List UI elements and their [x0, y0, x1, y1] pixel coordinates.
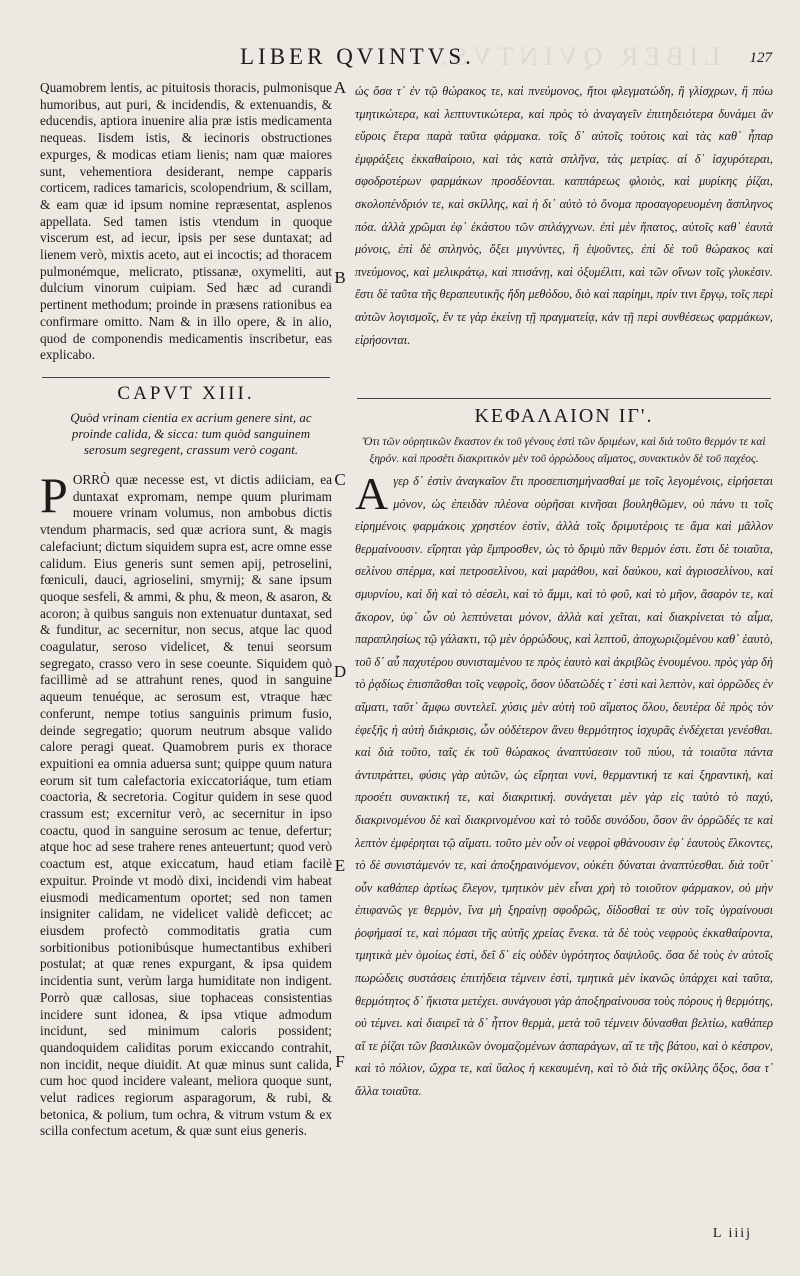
- signature-mark: L iiij: [712, 1226, 752, 1241]
- latin-paragraph-top: Quamobrem lentis, ac pituitosis thoracis, pulmonisque humoribus, aut puri, & incidendis, & extenuandis, & educendis, aptiora inuenire alia præ istis medicamenta nequeas. Iisdem istis, & iecinoris obstructiones expurges, & modicas etiam lienis; nam quæ maiores sunt, vehementiora desiderant, nempe capparis corticem, radices tamaricis, scolopendrium, & scillam, & eam quæ id ipsum nomine repræsentat, asplenos appellata. Sed tamen istis vtendum in quoque viscerum est, ad iecur, ipsis per sese duntaxat; ad lienem verò, mixtis aceto, aut ei incoctis; ad thoracem pulmonémque, melicrato, ptissanæ, oxymeliti, aut dulcium vinorum cuipiam. Sed hæc ad curandi pertinent methodum; proinde in præsens rationibus ea confirmare omitto. Nam & in illo opere, & in alio, quod de componendis medicamentis inscribetur, eas explicabo.: [40, 80, 332, 363]
- latin-chapter-subtitle: Quòd vrinam cientia ex acrium genere sint, ac proinde calida, & sicca: tum quòd sanguinem serosum segregent, crassum verò cogant.: [70, 410, 312, 457]
- greek-column-body: [355, 470, 773, 1103]
- greek-paragraph-top: ὡς ὅσα τ᾽ ἐν τῷ θώρακος τε, καὶ πνεύμονος, ἤτοι φλεγματώδη, ἢ γλίσχρων, ἢ πύω τμητικώτερα, καὶ λεπτυντικώτερα, καὶ πρὸς τὸ ἀναγαγεῖν ἐπιτηδειότερα δυνάμει ἂν εὕροις ἕτερα παρὰ ταῦτα φάρμακα. τοῖς δ᾽ αὐτοῖς τούτοις καὶ τὰς καθ᾽ ἧπαρ ἐμφράξεις ἐκκαθαίροιο, καὶ τὰς κατὰ σπλῆνα, τὰς μετρίας. αἱ δ᾽ ἰσχυρότεραι, σφοδροτέρων φαρμάκων προσδέονται. καππάρεως φλοιὸς, καὶ μυρίκης ῥίζαι, σκολοπένδριόν τε, καὶ σκίλλης, καὶ ἡ δι᾽ αὐτὸ τὸ ὄνομα προσαγορευομένη ἄσπληνος πόα. ἀλλὰ χρῶμαι ἐφ᾽ ἑκάστου τῶν σπλάγχνων. ἐπὶ μὲν ἥπατος, αὐτοῖς καθ᾽ ἑαυτὰ μόνοις, ἐπὶ δὲ σπληνὸς, ὄξει μιγνύντες, ἢ ἑψοῦντες, ἐπὶ δὲ τοῦ θώρακος καὶ πνεύμονος, καὶ μελικράτῳ, καὶ πτισάνῃ, καὶ ὀξυμέλιτι, καὶ τῶν οἴνων τοῖς γλυκέσιν. ἔστι δὲ ταῦτα τῆς θεραπευτικῆς ἤδη μεθόδου, διὸ καὶ παρίημι, πρίν τινι ἔργῳ, τοῖς περὶ αὐτῶν λογισμοῖς, ἔν τε γὰρ ἐκείνῃ τῇ πραγματείᾳ, κἀν τῇ περὶ συνθέσεως φαρμάκων, εἰρήσονται.: [355, 84, 773, 347]
- latin-chapter-title: CAPVT XIII.: [117, 383, 255, 404]
- greek-column-top: [355, 80, 773, 351]
- greek-body-paragraph: [355, 470, 773, 1103]
- margin-letter-d: D: [333, 662, 347, 681]
- latin-drop-capital: P: [40, 467, 68, 523]
- margin-letter-c: C: [334, 470, 346, 489]
- greek-chapter-title: ΚΕΦΑΛΑΙΟΝ ΙΓ'.: [474, 405, 654, 427]
- page-header: [0, 44, 800, 76]
- greek-drop-capital: Α: [355, 468, 389, 519]
- latin-body-text: ORRÒ quæ necesse est, vt dictis adiiciam, ea duntaxat expromam, nempe quum plurimam mouere vrinam volumus, non ambobus dictis vtendum pharmacis, sed quæ acriora sunt, & magis calefaciunt; dictum siquidem supra est, acre omne esse calidum. Eius generis sunt semen apij, petroselini, fœniculi, dauci, agrioselini, smyrnij; & sane ipsum quoque sesfeli, & ammi, & phu, & meon, & asaron, & acoron; à quibus sanguis non extenuatur duntaxat, sed & funditur, ac secernitur, non secus, atque lac quod coagulatur, seroso videlicet, & tenui seorsum segregato, crasso vero in sese coeunte. Siquidem quò facillimè ad se attrahunt renes, quod in sanguine aqueum tenuéque, ac serosum est, vtraque hæc conferunt, nempe totius sanguinis primum fusio, deinde segregatio; quorum neutrum absque valido calore peragi queat. Quamobrem puris ex thorace expuitioni ea omnia aduersa sunt; quippe quum natura eorum sit tum calefactoria exiccatoriáque, tum etiam coactoria, & secretoria. Cogitur quidem in sese quod crassum est; excernitur verò, ac secernitur in ipso coactu, quod in sanguine serosum ac tenue, defertur; atque hoc ad sese trahere renes anteuertunt; quod verò coactum est, atque exiccatum, haud etiam facilè expuitur. Proinde vt modò dixi, incidendi vim habeat eiusmodi medicamentum oportet; sed non tamen insigniter calidam, ne videlicet validè deficcet; ac eiusdem profectò commoditatis gratia cum sorbitionibus potionibúsque humectantibus exhiberi postulat; at quæ renes expurgant, & ipsa quidem incidentia sunt, verùm larga humiditate non indigent. Porrò quæ callosas, siue tophaceas consistentias incidere sunt idonea, & ipsa vtique admodum incidunt, sed minimum caloris possident; quandoquidem caliditas porum exiccando contrahit, non incidit, neque diuidit. At quæ minus sunt calida, cum hoc quod incidere valeant, meliora quoque sunt, velut radices regiorum asparagorum, & rubi, & betonica, & polium, tum ochra, & vitrum vstum & ex scilla confectum acetum, & quæ sunt eius generis.: [40, 472, 332, 1139]
- latin-column-top: [40, 80, 332, 364]
- show-through-title: LIBER QVINTVS.: [433, 42, 720, 71]
- latin-column-body: [40, 467, 332, 1140]
- margin-letter-b: B: [334, 268, 346, 287]
- latin-chapter-rule: [42, 377, 330, 378]
- greek-chapter-rule: [357, 398, 771, 399]
- margin-letter-column: [331, 0, 351, 1276]
- margin-letter-e: E: [334, 856, 346, 875]
- latin-body-paragraph: [40, 467, 332, 1140]
- greek-body-text: γερ δ᾽ ἐστὶν ἀναγκαῖον ἔτι προσεπισημήνασθαί με τοῖς λεγομένοις, εἰρήσεται μόνον, ὡς ἐπειδὰν πλέονα οὐρῆσαι κινῆσαι βουληθῶμεν, οὐ πάνυ τι τοῖς εἰρημένοις φαρμάκοις χρηστέον ἐστὶν, ἀλλὰ τοῖς δριμυτέροις τε ἅμα καὶ μᾶλλον θερμαίνουσιν. εἴρηται γὰρ ἔμπροσθεν, ὡς τὸ δριμὺ πᾶν θερμόν ἐστι. ἔστι δὲ τοιαῦτα, σελίνου σπέρμα, καὶ πετροσελίνου, καὶ μαράθου, καὶ δαύκου, καὶ ἀγριοσελίνου, καὶ σμυρνίου, καὶ δὴ καὶ τὸ σέσελι, καὶ τὸ ἄμμι, καὶ τὸ φοῦ, καὶ τὸ μῆον, ἄσαρόν τε, καὶ ἄκορον, ὑφ᾽ ὧν οὐ λεπτύνεται μόνον, ἀλλὰ καὶ χεῖται, καὶ διακρίνεται τὸ αἷμα, παραπλησίως τῷ γάλακτι, τῷ μὲν ὀρρώδους, καὶ λεπτοῦ, ἀποχωριζομένου καθ᾽ ἑαυτὸ, τοῦ δ᾽ αὖ παχυτέρου συνισταμένου τε πρὸς ἑαυτὸ καὶ ἀκριβῶς ἑνουμένου. πρὸς γὰρ δὴ τὸ ῥᾳδίως ἐπισπᾶσθαι τοῖς νεφροῖς, ὅσον ὑδατῶδές τ᾽ ἐστὶ καὶ λεπτὸν, καὶ ὀρρῶδες ἐν αἵματι, ταῦτ᾽ ἄμφω συντελεῖ. χύσις μὲν αὐτὴ τοῦ αἵματος ὅλου, δευτέρα δὲ πρὸς τὸν ἐφεξῆς ἡ αὐτὴ διάκρισις, ὧν οὐδέτερον ἄνευ θερμότητος ἰσχυρᾶς ἐνδέχεται γενέσθαι. καὶ διὰ τοῦτο, ταῖς ἐκ τοῦ θώρακος ἀναπτύσεσιν τοῦ πύου, τὰ τοιαῦτα πάντα ἀντιπράττει, φύσις γὰρ αὐτῶν, ὡς εἴρηται νυνὶ, θερμαντική τε καὶ ξηραντικὴ, καὶ προσέτι συνακτική τε, καὶ διακριτική. συνάγεται μὲν γὰρ εἰς ταὐτὸ τὸ παχύ, διακρινομένου δὲ καὶ διακρινομένου καὶ τὸ τοῦδε συνόδου, ὅσον ἂν ὀρρῶδές τε καὶ λεπτὸν ἐμφέρηται τῷ αἵματι. τοῦτο μὲν οὖν οἱ νεφροὶ φθάνουσιν ἐφ᾽ ἑαυτοὺς ἕλκοντες, τὸ δὲ συνιστάμενόν τε, καὶ ἀποξηραινόμενον, οὐκέτι δύναται ἀναπτύεσθαι. διὰ τοῦτ᾽ οὖν καθάπερ ἀρτίως ἔλεγον, τμητικὸν μὲν εἶναι χρὴ τὸ τοιοῦτον φάρμακον, οὐ μὴν ἐπιφανῶς γε θερμὸν, ἵνα μὴ ξηραίνῃ σφοδρῶς, δίδοσθαί τε σὺν τοῖς ὑγραίνουσι ῥοφήμασί τε, καὶ πόμασι τῆς αὐτῆς χρείας ἕνεκα. τὰ δὲ τοὺς νεφροὺς ἐκκαθαίροντα, τμητικὰ μὲν ὁμοίως ἐστὶ, δεῖ δ᾽ εἰς οὐδὲν ὑγρότητος δαψιλοῦς. ὅσα δὲ τοὺς ἐν αὐτοῖς πωρώδεις συστάσεις ἐπιτήδεια τέμνειν ἐστὶ, τμητικὰ μὲν ἱκανῶς ὑπάρχει καὶ ταῦτα, θερμότητος δ᾽ ἥκιστα μετέχει. συνάγουσι γὰρ ἀποξηραίνουσα τοὺς πόρους ἡ θερμότης, οὐ τέμνει. καὶ διαιρεῖ τὰ δ᾽ ἧττον θερμὰ, μετὰ τοῦ τέμνειν δύνασθαι βελτίω, καθάπερ αἵ τε ῥίζαι τῶν βασιλικῶν ὀνομαζομένων ἀσπαράγων, αἵ τε τῆς βάτου, καὶ ὁ κέστρον, καὶ τὸ πόλιον, ὤχρα τε, καὶ ὕαλος ἡ κεκαυμένη, καὶ τὸ διὰ τῆς σκίλλης ὄξος, ὅσα τ᾽ ἄλλα τοιαῦτα.: [355, 474, 773, 1099]
- margin-letter-a: A: [333, 78, 347, 97]
- running-title: LIBER QVINTVS.: [240, 44, 475, 69]
- greek-chapter-subtitle: Ὅτι τῶν οὐρητικῶν ἕκαστον ἐκ τοῦ γένους ἐστὶ τῶν δριμέων, καὶ διὰ τοῦτο θερμόν τε καὶ ξηρόν. καὶ προσέτι διακριτικὸν μὲν τοῦ ὀρρώδους αἵματος, συνακτικὸν δὲ τοῦ παχέος.: [362, 436, 766, 465]
- folio-number: 127: [749, 50, 772, 66]
- margin-letter-f: F: [335, 1052, 345, 1071]
